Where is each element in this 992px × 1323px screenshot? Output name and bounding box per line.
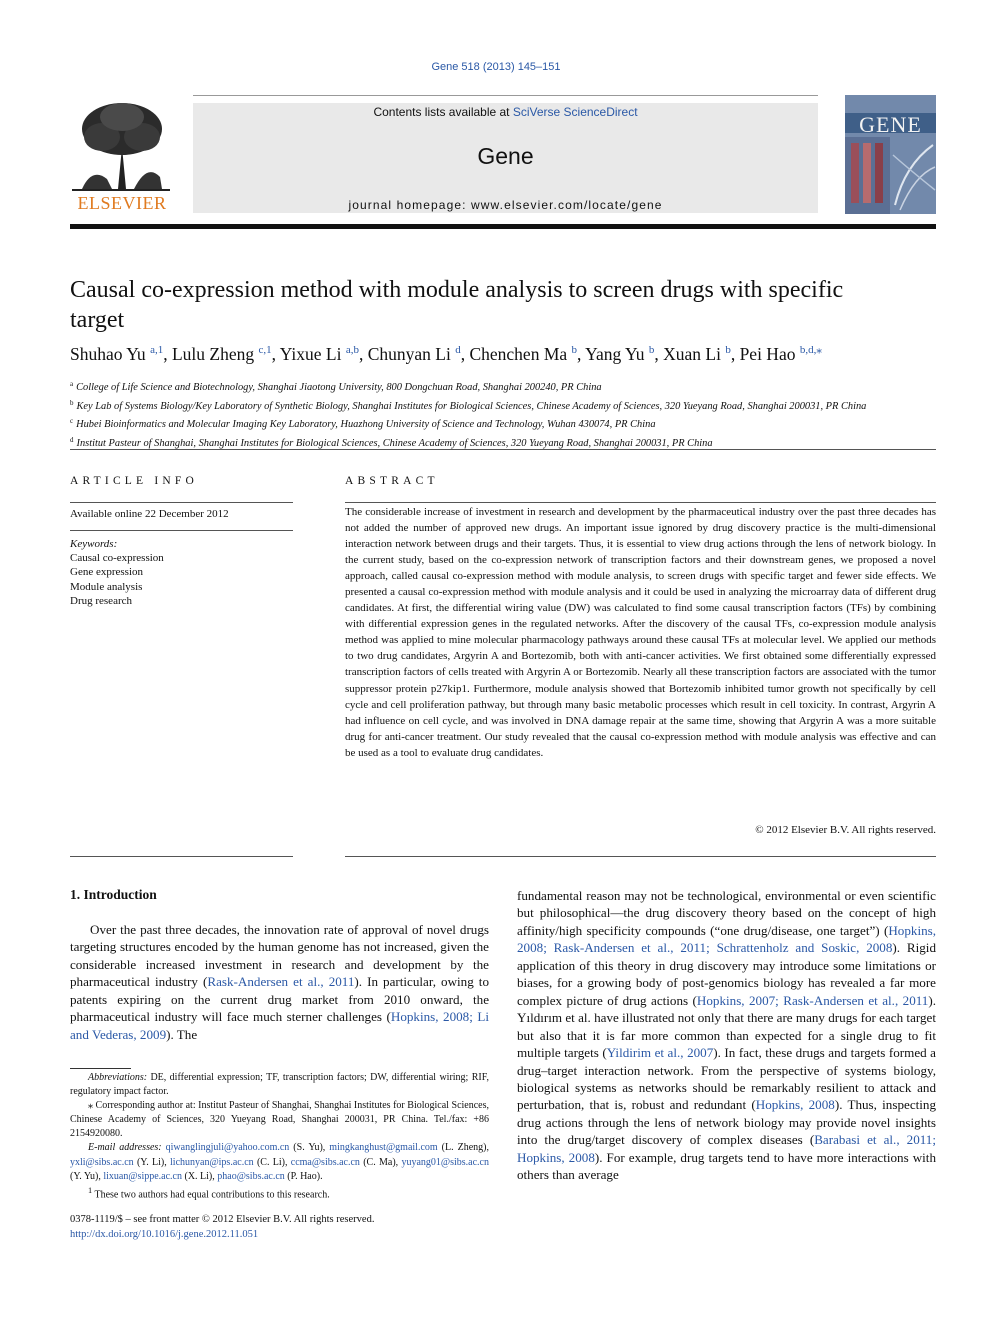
- journal-name: Gene: [477, 143, 534, 169]
- corresponding-text: Corresponding author at: Institut Pasteur of Shanghai, Shanghai Institutes for Biological Sciences, Chinese Academy of Sciences, 320 Yueyang Road, Shanghai 200031, PR China. Tel./fax: +86 2154920080.: [70, 1100, 489, 1140]
- masthead-top-rule: [193, 95, 818, 96]
- email-link[interactable]: yuyang01@sibs.ac.cn: [401, 1156, 489, 1168]
- email-owner: (S. Yu),: [289, 1142, 330, 1154]
- corresponding-mark: ⁎: [88, 1100, 93, 1112]
- author-list: [70, 343, 950, 365]
- footnotes: [70, 1071, 489, 1202]
- body-text-run: ). In particular, owing to patents expiring on the current drug market from 2010 onward, the pharmaceutical industry will face much sterner challenges (: [70, 974, 489, 1025]
- citation-link[interactable]: Rask-Andersen et al., 2011: [207, 974, 355, 990]
- abstract-rule: [345, 502, 936, 503]
- affiliation-item: [70, 396, 950, 415]
- affiliation-key: d: [70, 435, 74, 444]
- affiliation-item: [70, 377, 950, 396]
- equal-contribution-mark: 1: [88, 1185, 93, 1195]
- email-owner: (C. Li),: [253, 1156, 291, 1168]
- abbreviations-label: Abbreviations:: [88, 1072, 148, 1083]
- body-text-run: ). In fact, these drugs and targets formed a drug–target interaction network. From the perspective of systems biology, biological systems as networks should be remarkably resilient to attack and perturbation, that is, robust and redundant (: [517, 1045, 936, 1113]
- homepage-url-link[interactable]: www.elsevier.com/locate/gene: [471, 198, 663, 212]
- corresponding-author-footnote: [70, 1099, 489, 1141]
- doi-link[interactable]: http://dx.doi.org/10.1016/j.gene.2012.11.051: [70, 1228, 259, 1240]
- author-name: Xuan Li: [663, 344, 726, 364]
- email-owner: (C. Ma),: [359, 1156, 402, 1168]
- citation-link[interactable]: Hopkins, 2008; Rask-Andersen et al., 2011; Schrattenholz and Soskic, 2008: [517, 922, 936, 956]
- body-text-run: Over the past three decades, the innovation rate of approval of novel drugs targeting structures encoded by the human genome has not increased, given the considerable increased investment in research and development by the pharmaceutical industry (: [70, 922, 489, 990]
- email-link[interactable]: qiwanglingjuli@yahoo.com.cn: [165, 1142, 290, 1154]
- issn-line: 0378-1119/$ – see front matter © 2012 Elsevier B.V. All rights reserved.: [70, 1214, 375, 1225]
- body-text-run: ). Thus, inspecting drug actions through the lens of network biology may provide novel insights into the drug/target discovery of complex diseases (: [517, 1097, 936, 1148]
- keywords-list: [70, 551, 164, 609]
- homepage-prefix: journal homepage:: [348, 198, 471, 212]
- author-name: Yang Yu: [585, 344, 649, 364]
- email-owner: (Y. Yu),: [70, 1170, 104, 1182]
- affiliation-item: [70, 414, 950, 433]
- body-text-run: ). Rigid application of this theory in drug discovery may introduce some limitations or biases, for a growing body of post-genomics biology has revealed a far more complex picture of drug actions (: [517, 940, 936, 1008]
- body-text-run: ). The: [166, 1026, 198, 1042]
- citation-link[interactable]: Hopkins, 2008; Li and Vederas, 2009: [70, 1009, 489, 1042]
- abbreviations-text: DE, differential expression; TF, transcription factors; DW, differential wiring; RIF, regulatory impact factor.: [70, 1072, 489, 1098]
- front-matter: [70, 1213, 374, 1242]
- author-name: Lulu Zheng: [171, 344, 259, 364]
- email-link[interactable]: phao@sibs.ac.cn: [217, 1170, 285, 1182]
- author-affiliation-mark[interactable]: b: [648, 344, 655, 356]
- author-affiliation-mark[interactable]: a,b: [345, 344, 359, 356]
- author-name: Pei Hao: [739, 344, 800, 364]
- abstract-copyright: © 2012 Elsevier B.V. All rights reserved.: [755, 824, 936, 836]
- author-name: Yixue Li: [279, 344, 346, 364]
- author-affiliation-mark[interactable]: d: [455, 344, 461, 356]
- email-link[interactable]: ccma@sibs.ac.cn: [290, 1156, 360, 1168]
- author-separator: ,: [730, 344, 740, 364]
- footnote-rule: [70, 1068, 131, 1069]
- author-name: Shuhao Yu: [70, 344, 151, 364]
- available-online-date: Available online 22 December 2012: [70, 508, 229, 520]
- elsevier-logo[interactable]: [70, 97, 174, 215]
- email-label: E-mail addresses:: [88, 1142, 162, 1154]
- article-info-heading: ARTICLE INFO: [70, 475, 198, 487]
- contents-prefix: Contents lists available at: [373, 105, 513, 119]
- abbreviations-footnote: [70, 1071, 489, 1099]
- body-text-run: ). For example, drug targets tend to have more interactions with others than average: [517, 1149, 936, 1183]
- author-separator: ,: [163, 344, 172, 364]
- author-separator: ,: [654, 344, 664, 364]
- article-title: Causal co-expression method with module analysis to screen drugs with specific target: [70, 277, 844, 333]
- keywords-label: Keywords:: [70, 538, 118, 550]
- author-affiliation-mark[interactable]: c,1: [258, 344, 272, 356]
- email-owner: (Y. Li),: [133, 1156, 171, 1168]
- journal-citation[interactable]: Gene 518 (2013) 145–151: [431, 61, 561, 73]
- body-text-run: ). Yıldırım et al. have illustrated not only that there are many drugs for each target but also that it is far more common than expected for a single drug to fit multiple targets (: [517, 992, 936, 1061]
- header-thick-rule: [70, 224, 936, 229]
- keyword-item: Gene expression: [70, 566, 144, 579]
- keywords-rule: [70, 530, 293, 531]
- keyword-item: Causal co-expression: [70, 552, 164, 564]
- affiliation-text: Institut Pasteur of Shanghai, Shanghai Institutes for Biological Sciences, Chinese Academy of Sciences, 320 Yueyang Road, Shanghai 200031, PR China: [76, 437, 713, 449]
- author-name: Chunyan Li: [367, 344, 456, 364]
- email-footnote: [70, 1141, 489, 1183]
- affiliation-key: b: [70, 398, 74, 407]
- intro-paragraph-right: [517, 887, 936, 1184]
- abstract-heading: ABSTRACT: [345, 475, 439, 487]
- journal-cover-image[interactable]: [845, 95, 936, 214]
- title-separator-rule: [70, 449, 936, 450]
- email-owner: (P. Hao).: [284, 1170, 323, 1182]
- contents-lists-line: [193, 105, 818, 119]
- journal-homepage-line: [193, 198, 818, 212]
- author-affiliation-mark[interactable]: b: [725, 344, 731, 356]
- email-link[interactable]: yxli@sibs.ac.cn: [70, 1156, 134, 1168]
- elsevier-wordmark: ELSEVIER: [77, 193, 167, 213]
- author-separator: ,: [358, 344, 368, 364]
- equal-contribution-text: These two authors had equal contributions to this research.: [92, 1189, 330, 1201]
- affiliation-text: College of Life Science and Biotechnology, Shanghai Jiaotong University, 800 Dongchuan Road, Shanghai 200240, PR China: [76, 382, 602, 393]
- keyword-item: Module analysis: [70, 580, 143, 593]
- citation-link[interactable]: Barabasi et al., 2011; Hopkins, 2008: [517, 1132, 936, 1165]
- intro-paragraph-left: [70, 921, 489, 1043]
- author-affiliation-mark[interactable]: b: [571, 344, 578, 356]
- author-name: Chenchen Ma: [469, 344, 572, 364]
- article-info-rule: [70, 502, 293, 503]
- affiliation-key: a: [70, 380, 74, 388]
- abstract-bottom-rule: [345, 856, 936, 857]
- affiliation-key: c: [70, 417, 74, 426]
- email-link[interactable]: lixuan@sippe.ac.cn: [103, 1170, 182, 1182]
- author-affiliation-mark[interactable]: a,1: [150, 344, 164, 356]
- email-link[interactable]: lichunyan@ips.ac.cn: [170, 1156, 254, 1168]
- affiliation-list: [70, 377, 950, 451]
- author-affiliation-mark[interactable]: b,d,⁎: [799, 344, 822, 356]
- sciencedirect-link[interactable]: SciVerse ScienceDirect: [512, 105, 638, 119]
- citation-link[interactable]: Hopkins, 2007; Rask-Andersen et al., 2011: [696, 992, 929, 1008]
- citation-link[interactable]: Hopkins, 2008: [755, 1097, 835, 1113]
- affiliation-text: Key Lab of Systems Biology/Key Laboratory of Synthetic Biology, Shanghai Institutes for Biological Sciences, Chinese Academy of Sciences, 320 Yueyang Road, Shanghai 200031, PR China: [76, 400, 867, 412]
- cover-title: GENE: [859, 112, 922, 137]
- section-heading-introduction: 1. Introduction: [70, 887, 157, 902]
- equal-contribution-footnote: [70, 1184, 489, 1202]
- email-owner: (X. Li),: [181, 1170, 218, 1182]
- citation-link[interactable]: Yildirim et al., 2007: [606, 1045, 714, 1061]
- email-owner: (L. Zheng),: [437, 1142, 490, 1154]
- affiliation-text: Hubei Bioinformatics and Molecular Imaging Key Laboratory, Huazhong University of Science and Technology, Wuhan 430074, PR China: [76, 419, 656, 431]
- email-link[interactable]: mingkanghust@gmail.com: [329, 1142, 438, 1154]
- elsevier-tree-icon: [72, 97, 170, 193]
- keyword-item: Drug research: [70, 595, 132, 608]
- author-separator: ,: [577, 344, 586, 364]
- author-separator: ,: [460, 344, 470, 364]
- body-text-run: fundamental reason may not be technological, environmental or even scientific but philosophical—the drug discovery theory based on the concept of high affinity/high specificity compounds (“one drug/disease, one target”) (: [517, 888, 936, 938]
- abstract-text: The considerable increase of investment in research and development by the pharmaceutical industry over the past three decades has not added the number of approved new drugs. An important issue ignored by drug discovery practice is the multi-dimensional interaction network between drugs and their targets. Thus, it is essential to view drug actions through the lens of network biology. In the current study, based on the co-expression network of transcription factors and their downstream genes, we proposed a novel approach, called causal co-expression method with module analysis, to screen drugs with specific target and fewer side effects. We presented a causal co-expression method with module analysis and it could be used in analyzing the microarray data of different drug candidates. At first, the differential wiring value (DW) was calculated to find some causal transcription factors (TFs) by combining with differential expression genes in the regulated networks. After the discovery of the causal TFs, co-expression module analysis method was applied to mine molecular pharmacology pathways around these causal TFs at molecular level. We applied our methods to two drug candidates, Argyrin A and Bortezomib, both with anti-cancer activities. We first obtained some differentially expressed transcription factors of cells treated with Argyrin A or Bortezomib. Nearly all these transcription factors are associated with the tumor suppressor protein p27kip1. Furthermore, module analysis showed that Bortezomib inhibited tumor growth not specifically by cell cycle and cell proliferation pathway, but through many basic metabolic processes which result in cell toxicity. In contrast, Argyrin A had influence on cell cycle, and was involved in DNA damage repair at the same time, showing that Argyrin A was a more suitable drug for anti-cancer treatment. Our study revealed that the causal co-expression method with module analysis was effective and can be used as a tool to evaluate drug candidates.: [345, 506, 936, 759]
- article-info-bottom-rule: [70, 856, 293, 857]
- author-separator: ,: [271, 344, 280, 364]
